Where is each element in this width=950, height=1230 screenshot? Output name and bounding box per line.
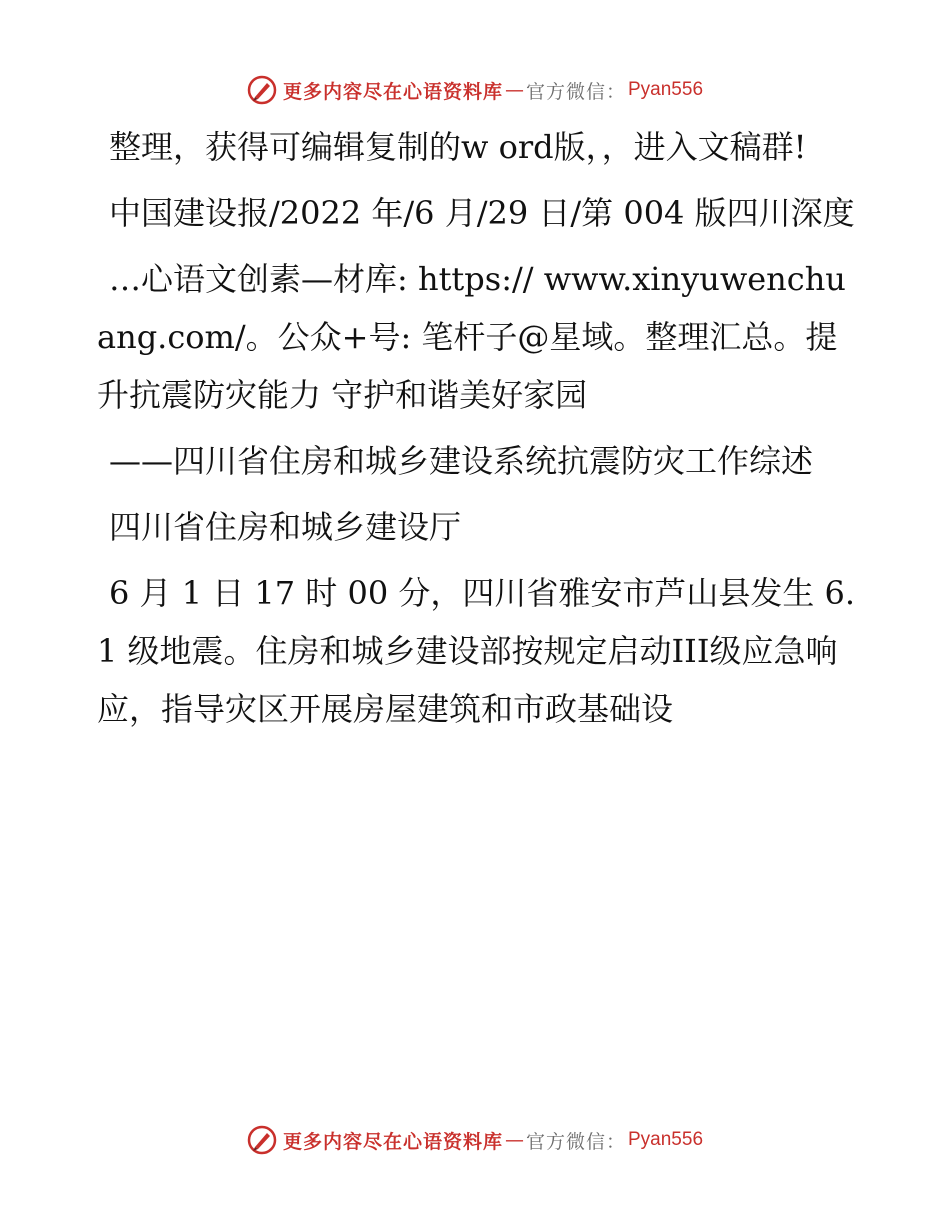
paragraph-intro: 整理，获得可编辑复制的w ord版，，进入文稿群!	[109, 128, 807, 166]
document-body	[97, 118, 857, 746]
header-banner	[0, 70, 950, 110]
banner-brand-text: 更多内容尽在心语资料库	[282, 1130, 503, 1153]
paragraph-subtitle: ——四川省住房和城乡建设系统抗震防灾工作综述	[109, 442, 814, 480]
banner-dash: —	[504, 79, 524, 101]
footer-banner	[0, 1120, 950, 1160]
banner-wechat-id: Pyan556	[628, 79, 704, 100]
banner-dash: —	[504, 1129, 524, 1151]
paragraph-source: 中国建设报/2022 年/6 月/29 日/第 004 版四川深度	[109, 194, 855, 232]
banner-brand-text: 更多内容尽在心语资料库	[282, 80, 503, 103]
banner-wechat-label: 官方微信：	[525, 1130, 626, 1153]
pen-logo-icon	[247, 1125, 277, 1155]
paragraph-title: …心语文创素—材库: https:// www.xinyuwenchuang.com/。公众+号: 笔杆子@星域。整理汇总。提升抗震防灾能力 守护和谐美好家园	[97, 260, 846, 414]
banner-wechat-label: 官方微信：	[525, 80, 626, 103]
banner-wechat-id: Pyan556	[628, 1129, 704, 1150]
paragraph-body: 6 月 1 日 17 时 00 分，四川省雅安市芦山县发生 6.1 级地震。住房和城乡建设部按规定启动III级应急响应，指导灾区开展房屋建筑和市政基础设	[97, 574, 856, 728]
pen-logo-icon	[247, 75, 277, 105]
paragraph-author: 四川省住房和城乡建设厅	[109, 508, 462, 546]
